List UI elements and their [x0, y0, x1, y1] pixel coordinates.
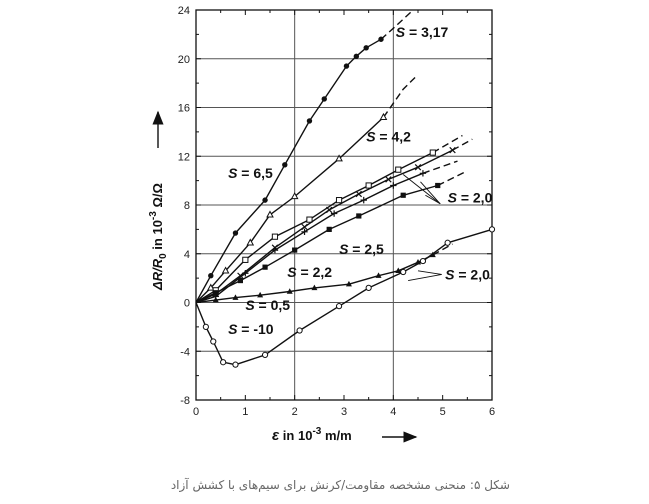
y-tick-label: 20	[177, 53, 190, 66]
open-square-marker	[272, 234, 277, 239]
curve-label-symbol: S	[445, 266, 455, 283]
filled-square-marker	[262, 265, 267, 270]
curve-label	[287, 264, 332, 280]
open-circle-marker	[336, 304, 341, 309]
filled-circle-marker	[208, 273, 213, 278]
curve-label-value: = 4,2	[375, 128, 411, 145]
y-axis-subscript: 0	[158, 253, 169, 259]
y-axis-text: in 10	[150, 220, 165, 254]
open-circle-marker	[366, 285, 371, 290]
open-circle-marker	[401, 269, 406, 274]
curve-label-value: = 6,5	[237, 165, 273, 182]
open-circle-marker	[211, 339, 216, 344]
y-axis-unit: Ω/Ω	[150, 183, 165, 212]
cross-marker	[356, 191, 362, 197]
curve-label-symbol: S	[339, 240, 349, 257]
y-tick-label: -4	[180, 346, 190, 359]
x-tick-label: 3	[340, 406, 348, 418]
cross-marker	[450, 147, 456, 153]
x-axis-text: in 10	[279, 428, 313, 443]
series-extrapolation	[438, 171, 468, 186]
leader-line	[425, 195, 440, 204]
curve-label-symbol: S	[395, 23, 406, 40]
cross-marker	[415, 164, 421, 170]
curve-labels	[228, 24, 493, 337]
x-tick-label: 5	[439, 406, 446, 418]
y-tick-label: -8	[180, 395, 190, 407]
x-tick-label: 4	[390, 406, 397, 418]
leader-line	[418, 271, 442, 275]
open-circle-marker	[420, 258, 425, 263]
curve-label-value: = 2,2	[296, 263, 333, 280]
curve-label-symbol: S	[228, 165, 238, 182]
x-tick-label: 6	[488, 406, 496, 418]
filled-circle-marker	[262, 197, 267, 202]
curve-label-symbol: S	[287, 263, 297, 280]
open-circle-marker	[221, 360, 226, 365]
tick-labels	[178, 5, 495, 418]
filled-circle-marker	[307, 118, 312, 123]
plus-marker	[361, 197, 367, 203]
curve-label	[445, 266, 490, 282]
curve-label	[366, 129, 411, 145]
curve-label-value: = 2,0	[454, 266, 490, 283]
x-axis-unit: m/m	[321, 428, 352, 443]
y-axis-symbol: ΔR/R	[150, 258, 165, 290]
open-circle-marker	[203, 324, 208, 329]
open-circle-marker	[445, 240, 450, 245]
curve-label	[245, 297, 290, 313]
curve-label-value: = 3,17	[405, 23, 449, 40]
filled-circle-marker	[364, 45, 369, 50]
curve-label	[228, 321, 274, 337]
y-tick-label: 16	[177, 102, 190, 115]
y-tick-label: 4	[183, 248, 190, 261]
open-circle-marker	[233, 362, 238, 367]
curve-label-value: = 2,0	[456, 189, 493, 206]
filled-square-marker	[238, 278, 243, 283]
y-axis-title	[148, 183, 169, 291]
plus-marker	[390, 182, 396, 188]
open-square-marker	[366, 183, 371, 188]
curve-label	[448, 190, 493, 206]
series-filled-square	[196, 171, 467, 303]
y-tick-label: 24	[177, 5, 190, 17]
plus-marker	[331, 210, 337, 216]
filled-circle-marker	[282, 162, 287, 167]
curve-label-value: = 0,5	[254, 296, 291, 313]
open-square-marker	[396, 167, 401, 172]
filled-square-marker	[213, 290, 218, 295]
open-square-marker	[430, 150, 435, 155]
y-tick-label: 12	[177, 151, 190, 164]
open-circle-marker	[297, 328, 302, 333]
open-square-marker	[336, 198, 341, 203]
open-circle-marker	[489, 227, 494, 232]
open-square-marker	[243, 257, 248, 262]
curve-label-symbol: S	[447, 189, 457, 206]
series-extrapolation	[433, 136, 463, 153]
x-tick-label: 1	[242, 406, 249, 418]
curve-label-value: = -10	[237, 321, 274, 338]
series-line	[196, 186, 438, 303]
curve-label-symbol: S	[228, 321, 238, 338]
filled-circle-marker	[354, 54, 359, 59]
x-axis-symbol: ε	[272, 427, 280, 444]
filled-square-marker	[327, 227, 332, 232]
y-tick-label: 0	[183, 297, 190, 310]
series-extrapolation	[453, 139, 473, 150]
open-circle-marker	[262, 352, 267, 357]
filled-circle-marker	[233, 230, 238, 235]
curve-label-value: = 2,5	[348, 240, 384, 257]
filled-square-marker	[435, 183, 440, 188]
filled-circle-marker	[378, 37, 383, 42]
leader-line	[408, 274, 442, 280]
plus-marker	[420, 170, 426, 176]
y-axis-exponent: -3	[148, 211, 159, 221]
figure-caption: شکل ۵: منحنی مشخصه مقاومت/کرنش برای سیم‌های با کشش آزاد	[170, 478, 510, 492]
x-tick-label: 0	[192, 406, 200, 418]
curve-label-symbol: S	[366, 128, 376, 145]
x-axis-title	[272, 426, 352, 444]
curve-label	[339, 241, 384, 257]
filled-square-marker	[292, 247, 297, 252]
open-triangle-marker	[267, 211, 273, 217]
cross-marker	[326, 207, 332, 213]
series-extrapolation	[384, 77, 416, 117]
curve-label-symbol: S	[245, 296, 255, 313]
y-tick-label: 8	[183, 200, 190, 212]
filled-circle-marker	[322, 96, 327, 101]
series-filled-circle	[196, 12, 411, 302]
leader-line	[403, 175, 440, 204]
x-axis-exponent: -3	[312, 426, 322, 437]
filled-circle-marker	[344, 63, 349, 68]
cross-marker	[386, 177, 392, 183]
curve-label	[228, 165, 273, 181]
filled-square-marker	[356, 213, 361, 218]
curve-label	[396, 24, 449, 40]
filled-square-marker	[401, 193, 406, 198]
x-tick-label: 2	[291, 406, 298, 418]
